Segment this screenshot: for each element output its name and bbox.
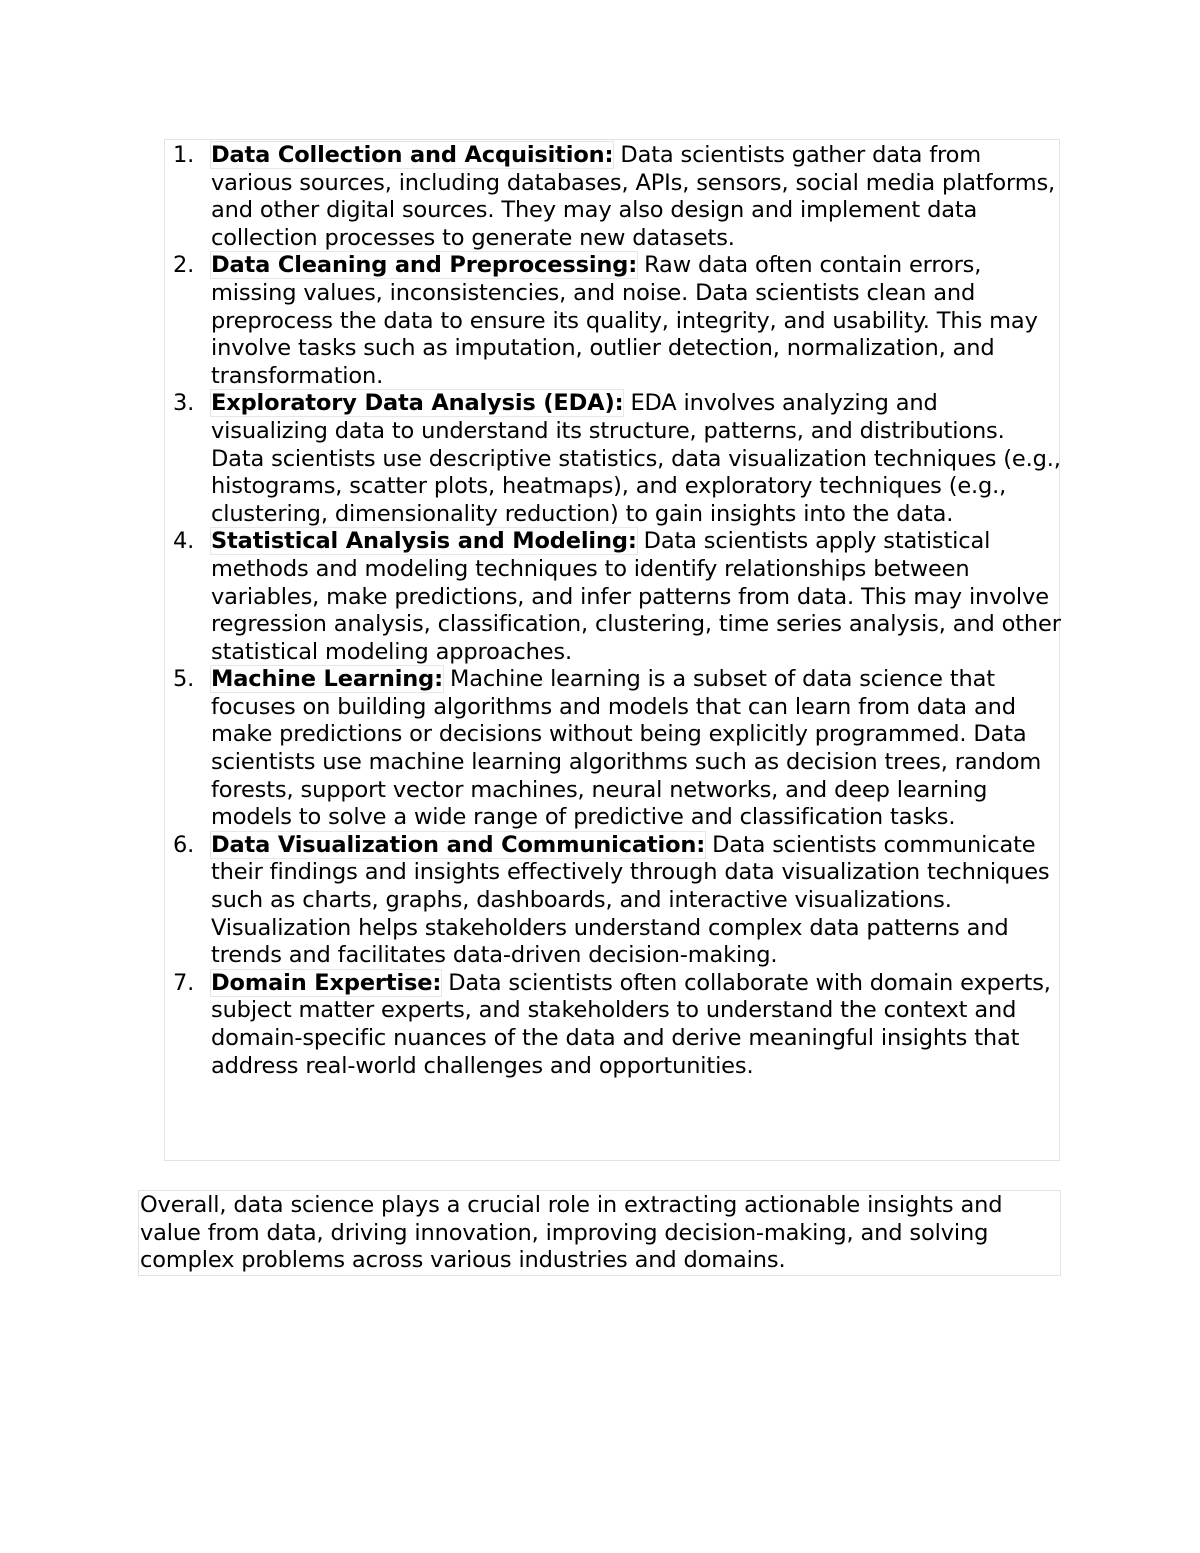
list-item-term: Exploratory Data Analysis (EDA): — [211, 390, 624, 417]
list-item-term: Data Cleaning and Preprocessing: — [211, 252, 638, 279]
list-item-term: Domain Expertise: — [211, 969, 442, 996]
list-item-text: Machine learning is a subset of data science that focuses on building algorithms and models that can learn from data and make predictions or decisions without being explicitly programmed. Data scientists use machine learning algorithms such as decision trees, random forests, support vector machines, neural networks, and deep learning models to solve a wide range of predictive and classification tasks. — [211, 666, 1042, 831]
list-item-text: Raw data often contain errors, missing values, inconsistencies, and noise. Data scientists clean and preprocess the data to ensure its quality, integrity, and usability. This may involve tasks such as imputation, outlier detection, normalization, and transformation. — [211, 252, 1038, 389]
list-item-number: 1. — [173, 142, 195, 168]
list-item-text: Data scientists apply statistical methods and modeling techniques to identify relationships between variables, make predictions, and infer patterns from data. This may involve regression analysis, classification, clustering, time series analysis, and other statistical modeling approaches. — [211, 528, 1061, 665]
list-item-text: Data scientists often collaborate with domain experts, subject matter experts, and stakeholders to understand the context and domain-specific nuances of the data and derive meaningful insights that address real-world challenges and opportunities. — [211, 969, 1051, 1079]
data-science-tasks-list — [165, 142, 1061, 1080]
list-item-term: Data Collection and Acquisition: — [211, 142, 614, 168]
list-item — [165, 252, 1061, 390]
summary-paragraph: Overall, data science plays a crucial role in extracting actionable insights and value from data, driving innovation, improving decision-making, and solving complex problems across various industries and domains. — [138, 1190, 1061, 1276]
list-item — [165, 390, 1061, 528]
numbered-list-box — [164, 139, 1060, 1161]
list-item-term: Data Visualization and Communication: — [211, 831, 706, 858]
list-item — [165, 970, 1061, 1080]
list-item-text: EDA involves analyzing and visualizing data to understand its structure, patterns, and distributions. Data scientists use descriptive statistics, data visualization techniques (e.g., histograms, scatter plots, heatmaps), and exploratory techniques (e.g., clustering, dimensionality reduction) to gain insights into the data. — [211, 390, 1061, 527]
list-item-number: 3. — [173, 390, 195, 417]
list-item-number: 6. — [173, 831, 195, 858]
list-item-term: Statistical Analysis and Modeling: — [211, 528, 637, 555]
list-item-text: Data scientists communicate their findings and insights effectively through data visualization techniques such as charts, graphs, dashboards, and interactive visualizations. Visualization helps stakeholders understand complex data patterns and trends and facilitates data-driven decision-making. — [211, 831, 1050, 969]
list-item — [165, 666, 1061, 832]
list-item-number: 5. — [173, 666, 195, 693]
list-item — [165, 832, 1061, 970]
list-item — [165, 528, 1061, 666]
list-item-term: Machine Learning: — [211, 666, 443, 693]
list-item-number: 4. — [173, 528, 195, 555]
list-item — [165, 142, 1061, 252]
list-item-text: Data scientists gather data from various sources, including databases, APIs, sensors, social media platforms, and other digital sources. They may also design and implement data collection processes to generate new datasets. — [211, 142, 1056, 251]
list-item-number: 7. — [173, 969, 195, 996]
list-item-number: 2. — [173, 252, 195, 279]
